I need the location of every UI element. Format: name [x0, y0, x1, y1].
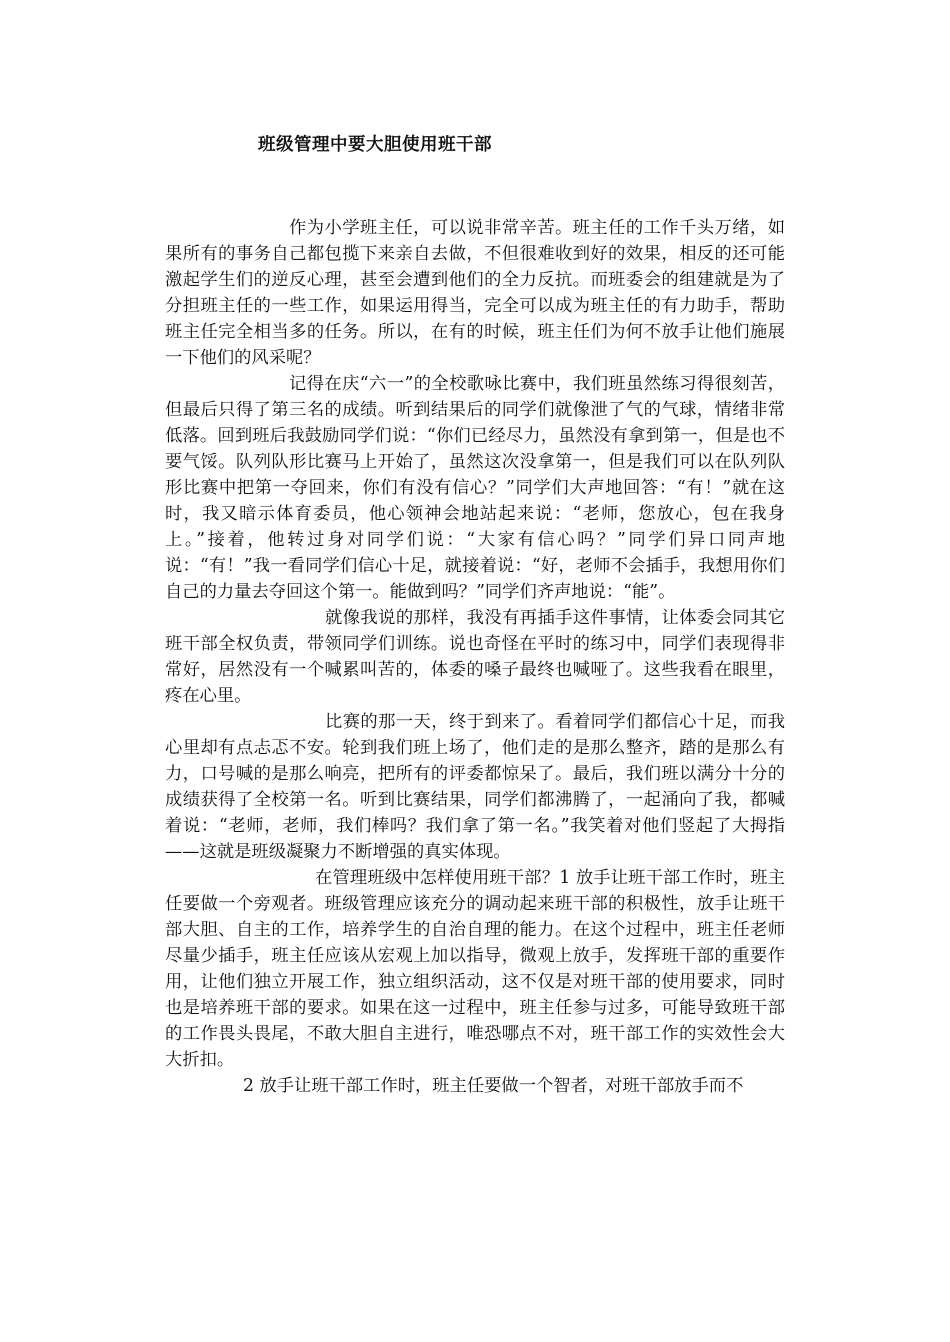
paragraph-singing-contest: 记得在庆“六一”的全校歌咏比赛中，我们班虽然练习得很刻苦，但最后只得了第三名的成绩。听到结果后的同学们就像泄了气的气球，情绪非常低落。回到班后我鼓励同学们说：“你们已经尽力，虽然没有拿到第一，但是也不要气馁。队列队形比赛马上开始了，虽然这次没拿第一，但是我们可以在队列队形比赛中把第一夺回来，你们有没有信心？”同学们大声地回答：“有！”就在这时，我又暗示体育委员，他心领神会地站起来说：“老师，您放心，包在我身上。”接着，他转过身对同学们说：“大家有信心吗？”同学们异口同声地说：“有！”我一看同学们信心十足，就接着说：“好，老师不会插手，我想用你们自己的力量去夺回这个第一。能做到吗？”同学们齐声地说：“能”。: [165, 374, 785, 602]
paragraph-method-1: 在管理班级中怎样使用班干部？1 放手让班干部工作时，班主任要做一个旁观者。班级管理应该充分的调动起来班干部的积极性，放手让班干部大胆、自主的工作，培养学生的自治自理的能力。在这个过程中，班主任老师尽量少插手，班主任应该从宏观上加以指导，微观上放手，发挥班干部的重要作用，让他们独立开展工作，独立组织活动，这不仅是对班干部的使用要求，同时也是培养班干部的要求。如果在这一过程中，班主任参与过多，可能导致班干部的工作畏头畏尾，不敢大胆自主进行，唯恐哪点不对，班干部工作的实效性会大大折扣。: [165, 868, 785, 1070]
paragraph-intro: 作为小学班主任，可以说非常辛苦。班主任的工作千头万绪，如果所有的事务自己都包揽下来亲自去做，不但很难收到好的效果，相反的还可能激起学生们的逆反心理，甚至会遭到他们的全力反抗。而班委会的组建就是为了分担班主任的一些工作，如果运用得当，完全可以成为班主任的有力助手，帮助班主任完全相当多的任务。所以，在有的时候，班主任们为何不放手让他们施展一下他们的风采呢？: [165, 218, 785, 368]
paragraph-method-2: 2 放手让班干部工作时，班主任要做一个智者，对班干部放手而不: [243, 1076, 744, 1096]
paragraph-competition-day: 比赛的那一天，终于到来了。看着同学们都信心十足，而我心里却有点忐忑不安。轮到我们班上场了，他们走的是那么整齐，踏的是那么有力，口号喊的是那么响亮，把所有的评委都惊呆了。最后，我们班以满分十分的成绩获得了全校第一名。听到比赛结果，同学们都沸腾了，一起涌向了我，都喊着说：“老师，老师，我们棒吗？我们拿了第一名。”我笑着对他们竖起了大拇指——这就是班级凝聚力不断增强的真实体现。: [165, 712, 785, 862]
document-body: [165, 215, 785, 1099]
paragraph-training: 就像我说的那样，我没有再插手这件事情，让体委会同其它班干部全权负责，带领同学们训练。说也奇怪在平时的练习中，同学们表现得非常好，居然没有一个喊累叫苦的，体委的嗓子最终也喊哑了。这些我看在眼里，疼在心里。: [165, 608, 785, 706]
document-title: 班级管理中要大胆使用班干部: [258, 135, 492, 155]
